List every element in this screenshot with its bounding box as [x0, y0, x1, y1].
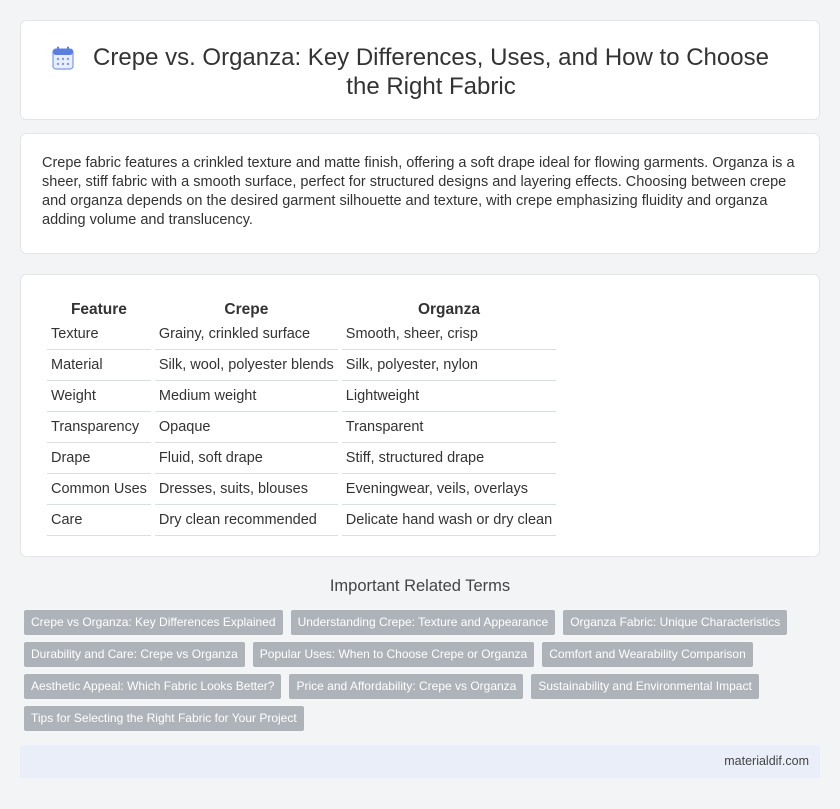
table-row	[47, 412, 556, 443]
related-term-tag[interactable]: Organza Fabric: Unique Characteristics	[563, 610, 787, 635]
table-cell: Material	[47, 350, 151, 381]
table-cell: Opaque	[155, 412, 338, 443]
footer	[20, 745, 820, 778]
table-cell: Care	[47, 505, 151, 536]
related-terms-title: Important Related Terms	[329, 577, 511, 595]
table-cell: Dry clean recommended	[155, 505, 338, 536]
table-cell: Medium weight	[155, 381, 338, 412]
table-cell: Stiff, structured drape	[342, 443, 556, 474]
table-cell: Transparency	[47, 412, 151, 443]
table-cell: Lightweight	[342, 381, 556, 412]
table-cell: Silk, wool, polyester blends	[155, 350, 338, 381]
related-term-tag[interactable]: Understanding Crepe: Texture and Appearance	[291, 610, 556, 635]
summary-text: Crepe fabric features a crinkled texture and matte finish, offering a soft drape ideal for flowing garments. Organza is a sheer, stiff fabric with a smooth surface, perfect for structured designs and layering effects. Choosing between crepe and organza depends on the desired garment silhouette and texture, with crepe emphasizing fluidity and organza adding volume and translucency.	[42, 155, 795, 228]
table-cell: Fluid, soft drape	[155, 443, 338, 474]
table-cell: Weight	[47, 381, 151, 412]
related-term-tag[interactable]: Tips for Selecting the Right Fabric for Your Project	[24, 706, 304, 731]
related-term-tag[interactable]: Popular Uses: When to Choose Crepe or Organza	[253, 642, 534, 667]
calendar-icon	[52, 46, 74, 70]
column-header: Organza	[417, 301, 480, 318]
header-card	[20, 20, 820, 120]
table-body	[47, 319, 556, 536]
table-cell: Grainy, crinkled surface	[155, 319, 338, 350]
related-term-tag[interactable]: Aesthetic Appeal: Which Fabric Looks Better?	[24, 674, 281, 699]
table-cell: Delicate hand wash or dry clean	[342, 505, 556, 536]
related-term-tag[interactable]: Crepe vs Organza: Key Differences Explained	[24, 610, 283, 635]
table-row	[47, 474, 556, 505]
summary-card	[20, 133, 820, 254]
related-term-tag[interactable]: Price and Affordability: Crepe vs Organza	[289, 674, 523, 699]
column-header: Crepe	[224, 301, 269, 318]
table-cell: Transparent	[342, 412, 556, 443]
related-term-tag[interactable]: Durability and Care: Crepe vs Organza	[24, 642, 245, 667]
column-header: Feature	[70, 301, 127, 318]
footer-site[interactable]: materialdif.com	[724, 754, 809, 768]
table-cell: Eveningwear, veils, overlays	[342, 474, 556, 505]
comparison-card	[20, 274, 820, 557]
table-row	[47, 505, 556, 536]
table-row	[47, 381, 556, 412]
table-cell: Smooth, sheer, crisp	[342, 319, 556, 350]
table-row	[47, 350, 556, 381]
page-title: Crepe vs. Organza: Key Differences, Uses, and How to Choose the Right Fabric	[93, 44, 769, 100]
table-cell: Drape	[47, 443, 151, 474]
table-row	[47, 319, 556, 350]
table-cell: Silk, polyester, nylon	[342, 350, 556, 381]
table-row	[47, 443, 556, 474]
related-terms-list	[24, 610, 814, 738]
table-cell: Dresses, suits, blouses	[155, 474, 338, 505]
comparison-table	[43, 295, 560, 536]
table-cell: Common Uses	[47, 474, 151, 505]
related-term-tag[interactable]: Comfort and Wearability Comparison	[542, 642, 753, 667]
related-term-tag[interactable]: Sustainability and Environmental Impact	[531, 674, 758, 699]
table-cell: Texture	[47, 319, 151, 350]
table-header-row	[47, 295, 556, 319]
